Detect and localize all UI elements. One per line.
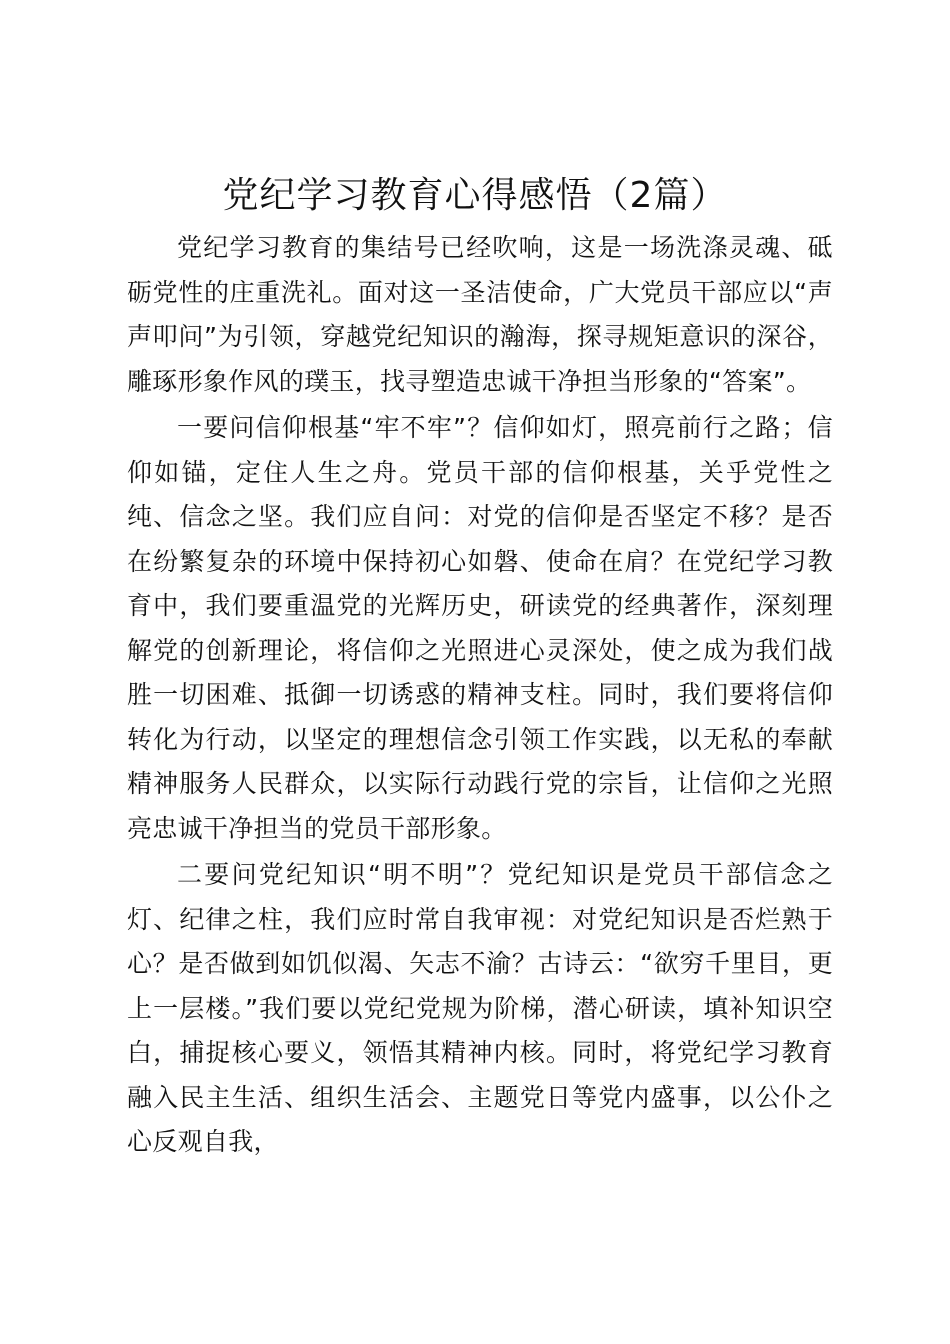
document-title: 党纪学习教育心得感悟（2篇） [222, 175, 728, 216]
paragraph-discipline-knowledge: 二要问党纪知识“明不明”？党纪知识是党员干部信念之灯、纪律之柱，我们应时常自我审视：对党纪知识是否烂熟于心？是否做到如饥似渴、矢志不渝？古诗云：“欲穷千里目，更上一层楼。”我们要以党纪党规为阶梯，潜心研读，填补知识空白，捕捉核心要义，领悟其精神内核。同时，将党纪学习教育融入民主生活、组织生活会、主题党日等党内盛事，以公仆之心反观自我， [127, 860, 833, 1156]
paragraph-intro: 党纪学习教育的集结号已经吹响，这是一场洗涤灵魂、砥砺党性的庄重洗礼。面对这一圣洁使命，广大党员干部应以“声声叩问”为引领，穿越党纪知识的瀚海，探寻规矩意识的深谷，雕琢形象作风的璞玉，找寻塑造忠诚干净担当形象的“答案”。 [127, 233, 833, 396]
paragraph-faith: 一要问信仰根基“牢不牢”？信仰如灯，照亮前行之路；信仰如锚，定住人生之舟。党员干部的信仰根基，关乎党性之纯、信念之坚。我们应自问：对党的信仰是否坚定不移？是否在纷繁复杂的环境中保持初心如磐、使命在肩？在党纪学习教育中，我们要重温党的光辉历史，研读党的经典著作，深刻理解党的创新理论，将信仰之光照进心灵深处，使之成为我们战胜一切困难、抵御一切诱惑的精神支柱。同时，我们要将信仰转化为行动，以坚定的理想信念引领工作实践，以无私的奉献精神服务人民群众，以实际行动践行党的宗旨，让信仰之光照亮忠诚干净担当的党员干部形象。 [127, 413, 833, 843]
document-body [127, 226, 833, 1165]
